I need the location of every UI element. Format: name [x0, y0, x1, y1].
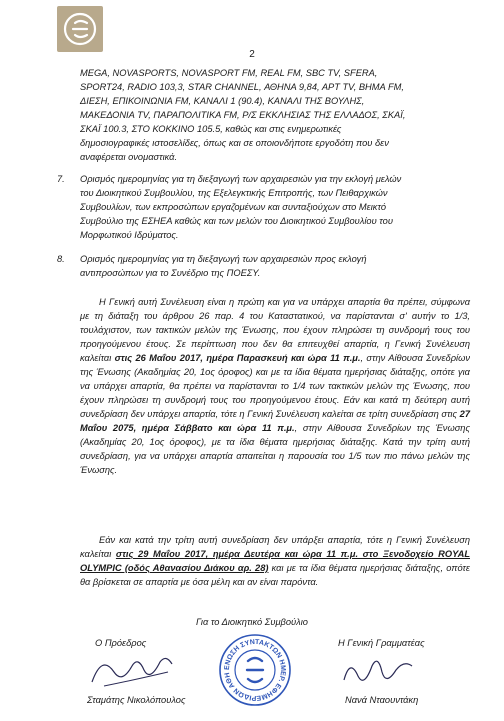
line: αναφέρεται ονομαστικά.	[80, 152, 178, 162]
secretary-title: Η Γενική Γραμματέας	[338, 638, 425, 648]
line: ΣΚΑΪ 100.3, ΣΤΟ ΚΟΚΚΙΝΟ 105.5, καθώς και στις ενημερωτικές	[80, 124, 342, 134]
line: Ορισμός ημερομηνίας για τη διεξαγωγή των αρχαιρεσιών προς εκλογή	[80, 254, 367, 264]
stamp-text: ΕΝΩΣΗ ΣΥΝΤΑΚΤΩΝ ΗΜΕΡ. ΕΦΗΜΕΡΙΔΩΝ ΑΘΗ	[223, 638, 287, 702]
line: δημοσιογραφικές ιστοσελίδες, όπως και σε οποιονδήποτε εργοδότη που δεν	[80, 138, 389, 148]
third-meeting-date: 27 Μαΐου 2075, ημέρα Σάββατο και ώρα 11 π.μ.	[80, 409, 470, 433]
second-meeting-date: στις 26 Μαΐου 2017, ημέρα Παρασκευή και ώρα 11 π.μ.	[114, 353, 361, 363]
line: αντιπροσώπων για το Συνέδριο της ΠΟΕΣΥ.	[80, 268, 261, 278]
line: MEGA, NOVASPORTS, NOVASPORT FM, REAL FM, SBC TV, SFERA,	[80, 68, 378, 78]
president-title: Ο Πρόεδρος	[95, 638, 147, 648]
secretary-signature	[336, 652, 420, 692]
line: Ορισμός ημερομηνίας για τη διεξαγωγή των αρχαιρεσιών για την εκλογή μελών	[80, 174, 402, 184]
line: Μορφωτικού Ιδρύματος.	[80, 230, 179, 240]
board-line: Για το Διοικητικό Συμβούλιο	[196, 617, 308, 627]
official-stamp	[218, 633, 292, 707]
final-meeting-paragraph	[80, 533, 470, 589]
line: Συμβουλίων, των εκπροσώπων εργαζομένων και συνταξιούχων στο Μεικτό	[80, 202, 387, 212]
quorum-paragraph	[80, 295, 470, 477]
text-run: , στην Αίθουσα Συνεδρίων της Ένωσης (Ακαδημίας 20, 1ος όροφος), με τα ίδια θέματα ημερήσιας διάταξης. Κατά την τρίτη αυτή συνεδρίαση, για να υπάρχει απαρτία απαιτείται η παρουσία του 1/5 των πιο πάνω μελών της Ένωσης.	[80, 423, 470, 475]
line: Συμβούλιο της ΕΣΗΕΑ καθώς και των μελών του Διοικητικού Συμβουλίου του	[80, 216, 393, 226]
secretary-name: Νανά Νταουντάκη	[345, 695, 419, 705]
president-name: Σταμάτης Νικολόπουλος	[87, 695, 186, 705]
text-run: , στην Αίθουσα Συνεδρίων της Ένωσης (Ακαδημίας 20, 1ος όροφος) και με τα ίδια θέματα ημερήσιας διάταξης, οπότε για να υπάρχει απαρτία, θα πρέπει να παρίστανται το 1/4 των τακτικών μελών της Ένωσης, που έχουν πληρώσει τη συνδρομή τους του προηγούμενου έτους. Εάν και κατά τη δεύτερη αυτή συνεδρίαση δεν υπάρχει απαρτία, τότε η Γενική Συνέλευση καλείται σε τρίτη συνεδρίαση στις	[80, 353, 470, 419]
line: ΜΑΚΕΔΟΝΙΑ TV, ΠΑΡΑΠΟΛΙΤΙΚΑ FM, Ρ/Σ ΕΚΚΛΗΣΙΑΣ ΤΗΣ ΕΛΛΑΔΟΣ, ΣΚΑΪ,	[80, 110, 406, 120]
fourth-meeting-venue: στις 29 Μαΐου 2017, ημέρα Δευτέρα και ώρα 11 π.μ. στο Ξενοδοχείο ROYAL OLYMPIC (οδός Αθανασίου Διάκου αρ. 28)	[80, 549, 470, 573]
text-run: Η Γενική αυτή Συνέλευση είναι η πρώτη και για να υπάρχει απαρτία θα πρέπει, σύμφωνα με τη διάταξη του άρθρου 26 παρ. 4 του Καταστατικού, να παρίστανται σ' αυτήν το 1/3, τουλάχιστον, των τακτικών μελών της Ένωσης, που έχουν πληρώσει τη συνδρομή τους του προηγούμενου έτους. Σε περίπτωση που δεν θα επιτευχθεί απαρτία, η Γενική Συνέλευση καλείται	[80, 297, 470, 363]
item8-number: 8.	[57, 254, 65, 264]
union-logo	[57, 6, 103, 52]
line: ΔΙΕΣΗ, ΕΠΙΚΟΙΝΩΝΙΑ FM, ΚΑΝΑΛΙ 1 (90.4), ΚΑΝΑΛΙ ΤΗΣ ΒΟΥΛΗΣ,	[80, 96, 365, 106]
svg-text:ΕΝΩΣΗ ΣΥΝΤΑΚΤΩΝ ΗΜΕΡ. ΕΦΗΜΕΡΙΔ	[218, 633, 286, 701]
page-number: 2	[249, 49, 255, 60]
line: του Διοικητικού Συμβουλίου, της Εξελεγκτικής Επιτροπής, των Πειθαρχικών	[80, 188, 388, 198]
item7-text	[80, 172, 470, 242]
line: SPORT24, RADIO 103,3, STAR CHANNEL, ΑΘΗΝΑ 9,84, ΑΡΤ TV, ΒΗΜΑ FM,	[80, 82, 404, 92]
text-run: και με τα ίδια θέματα ημερήσιας διάταξης, οπότε θα βρίσκεται σε απαρτία με όσα μέλη και αν είναι παρόντα.	[80, 563, 470, 587]
item6-continuation	[80, 66, 470, 164]
text-run: Εάν και κατά την τρίτη αυτή συνεδρίαση δεν υπάρξει απαρτία, τότε η Γενική Συνέλευση καλείται	[80, 535, 470, 559]
president-signature	[86, 650, 178, 694]
item7-number: 7.	[57, 174, 65, 184]
item8-text	[80, 252, 470, 280]
